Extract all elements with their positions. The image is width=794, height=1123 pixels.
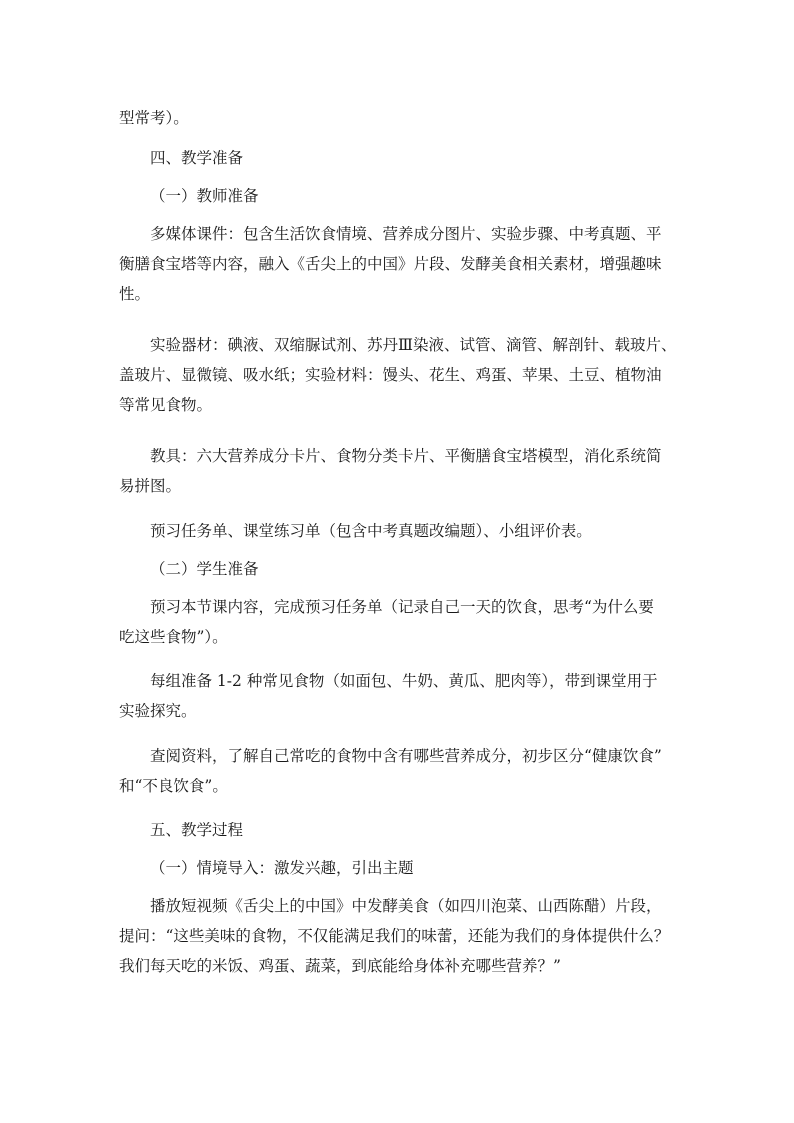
text-line: 教具：六大营养成分卡片、食物分类卡片、平衡膳食宝塔模型，消化系统简 — [150, 447, 662, 465]
paragraph-teaching-aids — [119, 441, 679, 501]
text-line: 和“不良饮食”。 — [119, 777, 228, 795]
text-line: 查阅资料，了解自己常吃的食物中含有哪些营养成分，初步区分“健康饮食” — [150, 747, 662, 765]
paragraph-group-foods — [119, 666, 679, 726]
section-heading-teaching-process — [119, 815, 679, 845]
text-line: 实验器材：碘液、双缩脲试剂、苏丹Ⅲ染液、试管、滴管、解剖针、载玻片、 — [150, 336, 677, 354]
subheading-student-preparation — [119, 554, 679, 584]
text-line: 每组准备 1-2 种常见食物（如面包、牛奶、黄瓜、肥肉等），带到课堂用于 — [150, 672, 658, 690]
heading-line: （二）学生准备 — [150, 560, 259, 578]
text-line: 性。 — [119, 285, 151, 303]
text-line: 等常见食物。 — [119, 396, 213, 414]
heading-line: （一）情境导入：激发兴趣，引出主题 — [150, 859, 414, 877]
subheading-scenario-intro — [119, 853, 679, 883]
paragraph-video-question — [119, 891, 679, 981]
text-line: 易拼图。 — [119, 477, 182, 495]
text-line: 多媒体课件：包含生活饮食情境、营养成分图片、实验步骤、中考真题、平 — [150, 225, 662, 243]
paragraph-equipment — [119, 330, 679, 420]
paragraph-research — [119, 741, 679, 801]
text-line: 我们每天吃的米饭、鸡蛋、蔬菜，到底能给身体补充哪些营养？” — [119, 957, 561, 975]
section-heading-teaching-preparation — [119, 143, 679, 173]
text-line: 实验探究。 — [119, 702, 197, 720]
text-line: 吃这些食物”）。 — [119, 628, 228, 646]
paragraph-continuation — [119, 103, 679, 133]
heading-line: 五、教学过程 — [150, 821, 244, 839]
text-line: 提问：“这些美味的食物，不仅能满足我们的味蕾，还能为我们的身体提供什么？ — [119, 927, 670, 945]
text-line: 衡膳食宝塔等内容，融入《舌尖上的中国》片段、发酵美食相关素材，增强趣味 — [119, 255, 662, 273]
paragraph-preview — [119, 592, 679, 652]
heading-line: 四、教学准备 — [150, 149, 244, 167]
heading-line: （一）教师准备 — [150, 187, 259, 205]
text-line: 预习本节课内容，完成预习任务单（记录自己一天的饮食，思考“为什么要 — [150, 598, 654, 616]
text-line: 播放短视频《舌尖上的中国》中发酵美食（如四川泡菜、山西陈醋）片段， — [150, 897, 662, 915]
text-line: 型常考）。 — [119, 109, 189, 127]
subheading-teacher-preparation — [119, 181, 679, 211]
paragraph-worksheets — [119, 516, 679, 546]
text-line: 盖玻片、显微镜、吸水纸；实验材料：馒头、花生、鸡蛋、苹果、土豆、植物油 — [119, 366, 662, 384]
text-line: 预习任务单、课堂练习单（包含中考真题改编题）、小组评价表。 — [150, 522, 592, 540]
paragraph-multimedia — [119, 219, 679, 309]
